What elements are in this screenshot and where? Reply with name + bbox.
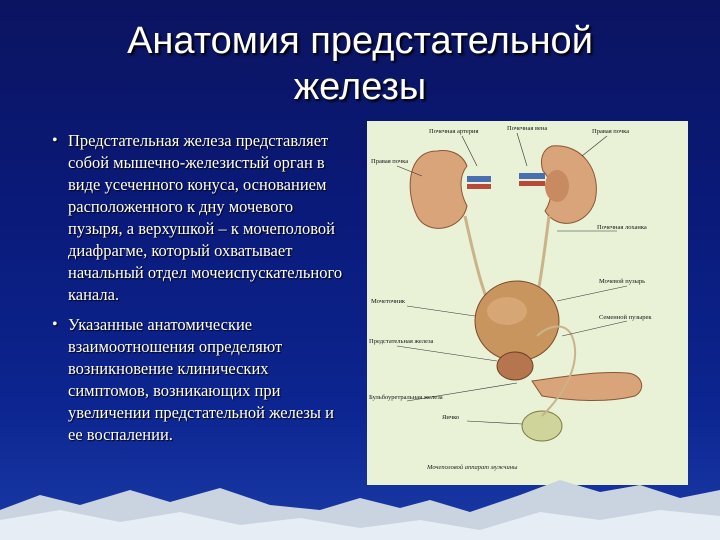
anatomy-illustration <box>367 121 688 485</box>
renal-vessel-right <box>519 173 545 179</box>
svg-text:Бульбоуретральная железа: Бульбоуретральная железа <box>369 394 443 401</box>
title-line-1: Анатомия предстательной <box>127 20 593 62</box>
svg-text:Яичко: Яичко <box>442 414 460 421</box>
bullet-text: Указанные анатомические взаимоотношения определяют возникновение клинических симптомов, возникающих при увеличении предстательной железы и ее воспалении. <box>68 315 334 444</box>
bullet-item <box>40 130 350 306</box>
bullet-item <box>40 314 350 446</box>
svg-text:Мочеполовой аппарат мужчины: Мочеполовой аппарат мужчины <box>427 464 518 471</box>
kidney-pelvis-mark <box>545 170 569 202</box>
kidney-left <box>410 151 467 229</box>
penis <box>532 373 642 401</box>
renal-vessel-left-2 <box>467 184 491 189</box>
svg-text:Мочевой пузырь: Мочевой пузырь <box>599 278 646 285</box>
svg-text:Семенной пузырек: Семенной пузырек <box>599 314 652 321</box>
bullet-list <box>40 130 350 454</box>
svg-text:Почечная вена: Почечная вена <box>507 125 548 132</box>
mountain-decoration <box>0 450 720 540</box>
svg-text:Правая почка: Правая почка <box>592 128 630 135</box>
slide-title <box>40 18 680 110</box>
bullet-text: Предстательная железа представляет собой мышечно-железистый орган в виде усеченного конуса, основанием расположенного к дну мочевого пузыря, а верхушкой – к мочеполовой диафрагме, который охватывает начальный отдел мочеиспускательного канала. <box>68 131 343 304</box>
svg-text:Почечная артерия: Почечная артерия <box>429 128 479 135</box>
svg-text:Мочеточник: Мочеточник <box>371 298 406 305</box>
svg-text:Почечная лоханка: Почечная лоханка <box>597 224 647 231</box>
renal-vessel-left <box>467 176 491 182</box>
anatomy-drawing <box>367 121 688 485</box>
svg-text:Правая почка: Правая почка <box>371 158 409 165</box>
bullet-icon: • <box>52 316 58 333</box>
svg-text:Предстательная железа: Предстательная железа <box>369 338 434 345</box>
bullet-icon: • <box>52 132 58 149</box>
title-line-2: железы <box>293 66 427 108</box>
prostate <box>497 352 533 380</box>
renal-vessel-right-2 <box>519 181 545 186</box>
bladder-highlight <box>487 297 527 325</box>
